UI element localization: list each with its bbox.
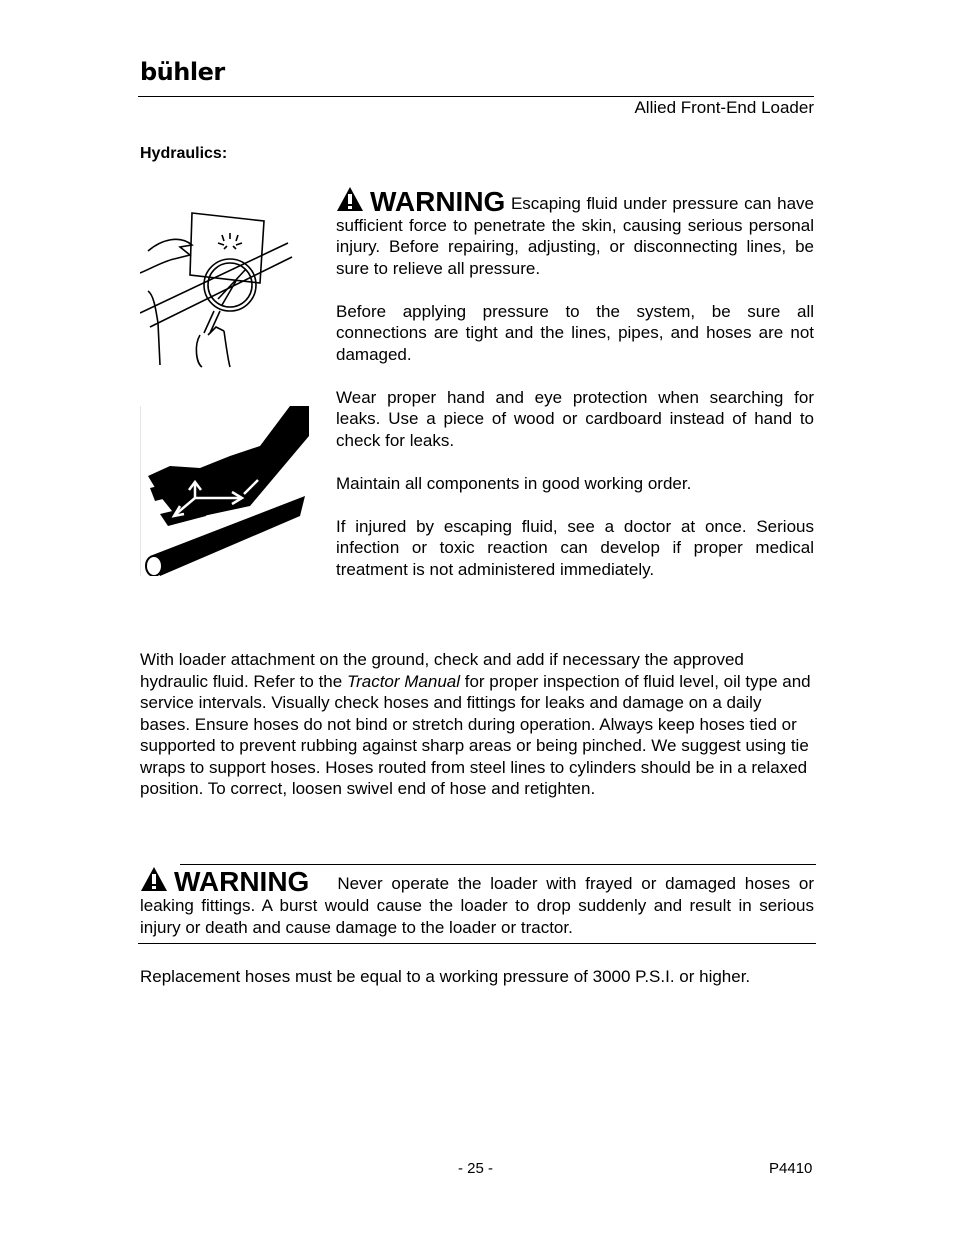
body-text-part-2: for proper inspection of fluid level, oil type and service intervals. Visually check hoses and fittings for leaks and damage on a daily bases. Ensure hoses do not bind or stretch during operation. Always keep hoses tied or supported to prevent rubbing against sharp areas or being pinched. We suggest using tie wraps to support hoses. Hoses routed from steel lines to cylinders should be in a relaxed position. To correct, loosen swivel end of hose and retighten. [140, 671, 811, 798]
warning-paragraph-5: If injured by escaping fluid, see a doctor at once. Serious infection or toxic reaction can develop if proper medical treatment is not administered immediately. [336, 516, 814, 579]
document-title: Allied Front-End Loader [634, 98, 814, 117]
page-number: - 25 - [458, 1160, 494, 1177]
hose-warning [140, 866, 814, 939]
tractor-manual-reference: Tractor Manual [346, 671, 461, 691]
warning-paragraph-4: Maintain all components in good working order. [336, 473, 692, 493]
warning-block [336, 186, 814, 602]
warning-triangle-icon [336, 186, 364, 212]
body-text-part-1: With loader attachment on the ground, check and add if necessary the approved hydraulic fluid. Refer to the [140, 650, 744, 691]
brand-logo: bühler [140, 58, 225, 86]
replacement-hoses-paragraph: Replacement hoses must be equal to a working pressure of 3000 P.S.I. or higher. [140, 967, 751, 986]
warning-label: WARNING [174, 866, 310, 897]
warning-box-top-rule [180, 864, 816, 865]
warning-paragraph-3: Wear proper hand and eye protection when searching for leaks. Use a piece of wood or cardboard instead of hand to check for leaks. [336, 387, 814, 450]
header-divider [138, 96, 814, 97]
warning-paragraph-2: Before applying pressure to the system, be sure all connections are tight and the lines, pipes, and hoses are not damaged. [336, 301, 814, 364]
leak-check-illustration [140, 195, 295, 370]
hose-warning-text: Never operate the loader with frayed or damaged hoses or leaking fittings. A burst would cause the loader to drop suddenly and result in serious injury or death and cause damage to the loader or tractor. [140, 874, 814, 937]
warning-label: WARNING [370, 186, 506, 217]
warning-triangle-icon [140, 866, 168, 892]
warning-lead-paragraph [336, 186, 814, 279]
hydraulic-inspection-paragraph [140, 649, 816, 800]
section-heading: Hydraulics: [140, 145, 228, 162]
document-code: P4410 [769, 1160, 813, 1177]
fluid-injection-illustration [140, 406, 309, 576]
warning-lead-text: Escaping fluid under pressure can have sufficient force to penetrate the skin, causing serious personal injury. Before repairing, adjusting, or disconnecting lines, be sure to relieve all pressure. [336, 194, 814, 278]
warning-box-bottom-rule [138, 943, 816, 944]
